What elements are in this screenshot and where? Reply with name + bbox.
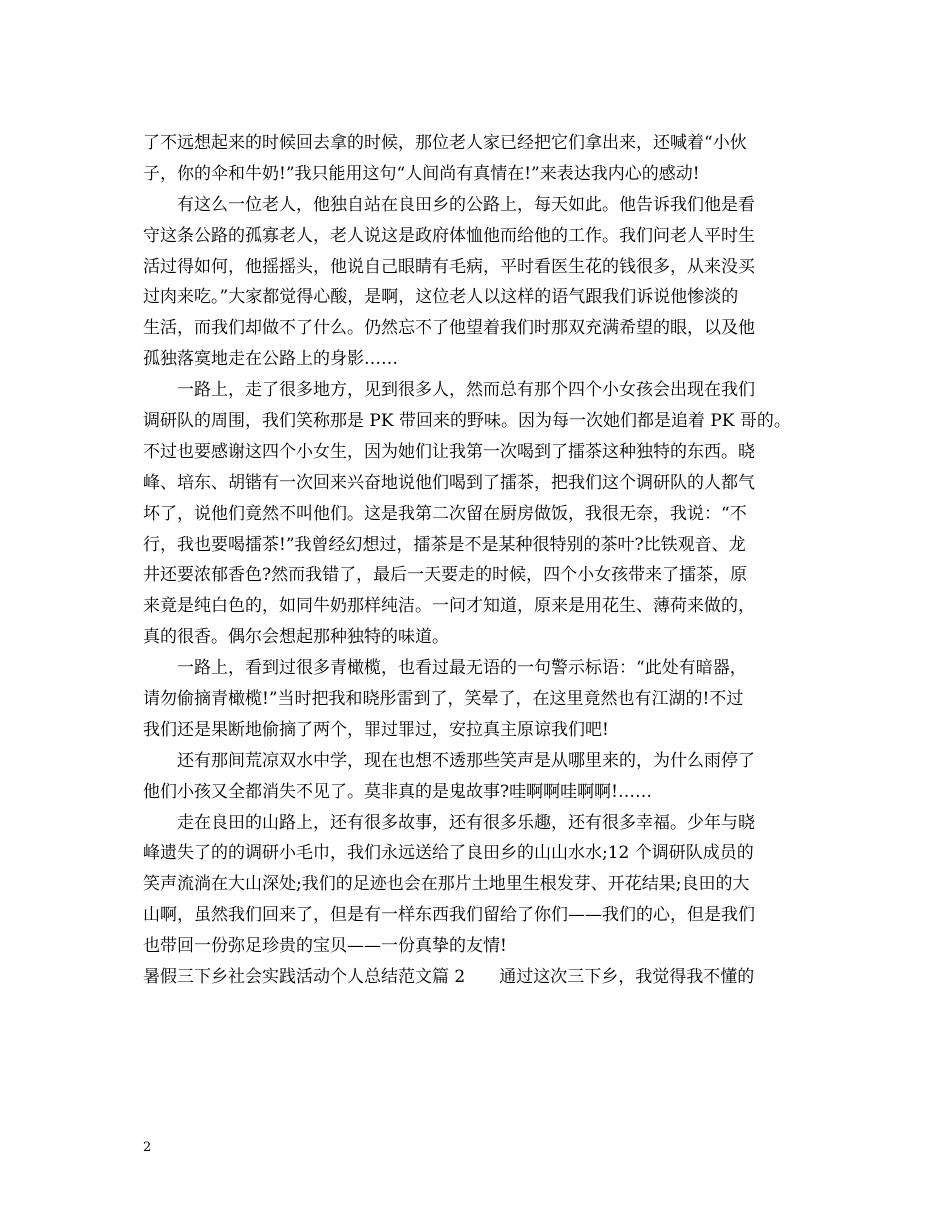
text-line: 坏了，说他们竟然不叫他们。这是我第二次留在厨房做饭，我很无奈，我说：“不 (143, 503, 747, 524)
text-line: 不过也要感谢这四个小女生，因为她们让我第一次喝到了擂茶这种独特的东西。晓 (143, 441, 755, 462)
text-line: 笑声流淌在大山深处;我们的足迹也会在那片土地里生根发芽、开花结果;良田的大 (143, 874, 750, 895)
text-line: 还有那间荒凉双水中学，现在也想不透那些笑声是从哪里来的，为什么雨停了 (177, 750, 755, 771)
text-line: 井还要浓郁香色?然而我错了，最后一天要走的时候，四个小女孩带来了擂茶，原 (143, 565, 748, 586)
document-body (143, 128, 823, 993)
text-line: 生活，而我们却做不了什么。仍然忘不了他望着我们时那双充满希望的眼，以及他 (143, 318, 755, 339)
text-line: 了不远想起来的时候回去拿的时候，那位老人家已经把它们拿出来，还喊着“小伙 (143, 133, 747, 153)
page-number: 2 (143, 1140, 152, 1155)
text-line: 一路上，看到过很多青橄榄，也看过最无语的一句警示标语：“此处有暗器， (177, 658, 747, 679)
text-line: 一路上，走了很多地方，见到很多人，然而总有那个四个小女孩会出现在我们 (177, 380, 755, 401)
text-line: 过肉来吃。”大家都觉得心酸，是啊，这位老人以这样的语气跟我们诉说他惨淡的 (143, 287, 739, 308)
text-line: 活过得如何，他摇摇头，他说自己眼睛有毛病，平时看医生花的钱很多，从来没买 (143, 256, 755, 277)
text-line: 山啊，虽然我们回来了，但是有一样东西我们留给了你们——我们的心，但是我们 (143, 905, 755, 926)
text-line: 请勿偷摘青橄榄!”当时把我和晓彤雷到了，笑晕了，在这里竟然也有江湖的!不过 (143, 689, 744, 710)
text-line: 孤独落寞地走在公路上的身影…… (143, 349, 398, 370)
text-line: 真的很香。偶尔会想起那种独特的味道。 (143, 627, 449, 648)
text-line: 子，你的伞和牛奶!”我只能用这句“人间尚有真情在!”来表达我内心的感动! (143, 163, 700, 184)
text-line: 行，我也要喝擂茶!”我曾经幻想过，擂茶是不是某种很特别的茶叶?比铁观音、龙 (143, 534, 746, 555)
text-line: 我们还是果断地偷摘了两个，罪过罪过，安拉真主原谅我们吧! (143, 719, 609, 740)
text-line: 有这么一位老人，他独自站在良田乡的公路上，每天如此。他告诉我们他是看 (177, 194, 755, 215)
text-line: 也带回一份弥足珍贵的宝贝——一份真挚的友情! (143, 936, 507, 957)
text-line: 峰、培东、胡锴有一次回来兴奋地说他们喝到了擂茶，把我们这个调研队的人都气 (143, 472, 755, 493)
text-line: 守这条公路的孤寡老人，老人说这是政府体恤他而给他的工作。我们问老人平时生 (143, 225, 755, 246)
text-line: 走在良田的山路上，还有很多故事，还有很多乐趣，还有很多幸福。少年与晓 (177, 812, 755, 833)
text-line: 峰遗失了的的调研小毛巾，我们永远送给了良田乡的山山水水;12 个调研队成员的 (143, 843, 754, 864)
text-line: 来竟是纯白色的，如同牛奶那样纯洁。一问才知道，原来是用花生、薄荷来做的， (143, 596, 755, 617)
text-line: 暑假三下乡社会实践活动个人总结范文篇 2 通过这次三下乡，我觉得我不懂的 (143, 967, 755, 988)
text-line: 调研队的周围，我们笑称那是 PK 带回来的野味。因为每一次她们都是追着 PK 哥的。 (143, 411, 791, 432)
text-line: 他们小孩又全都消失不见了。莫非真的是鬼故事?哇啊啊哇啊啊!…… (143, 781, 652, 802)
